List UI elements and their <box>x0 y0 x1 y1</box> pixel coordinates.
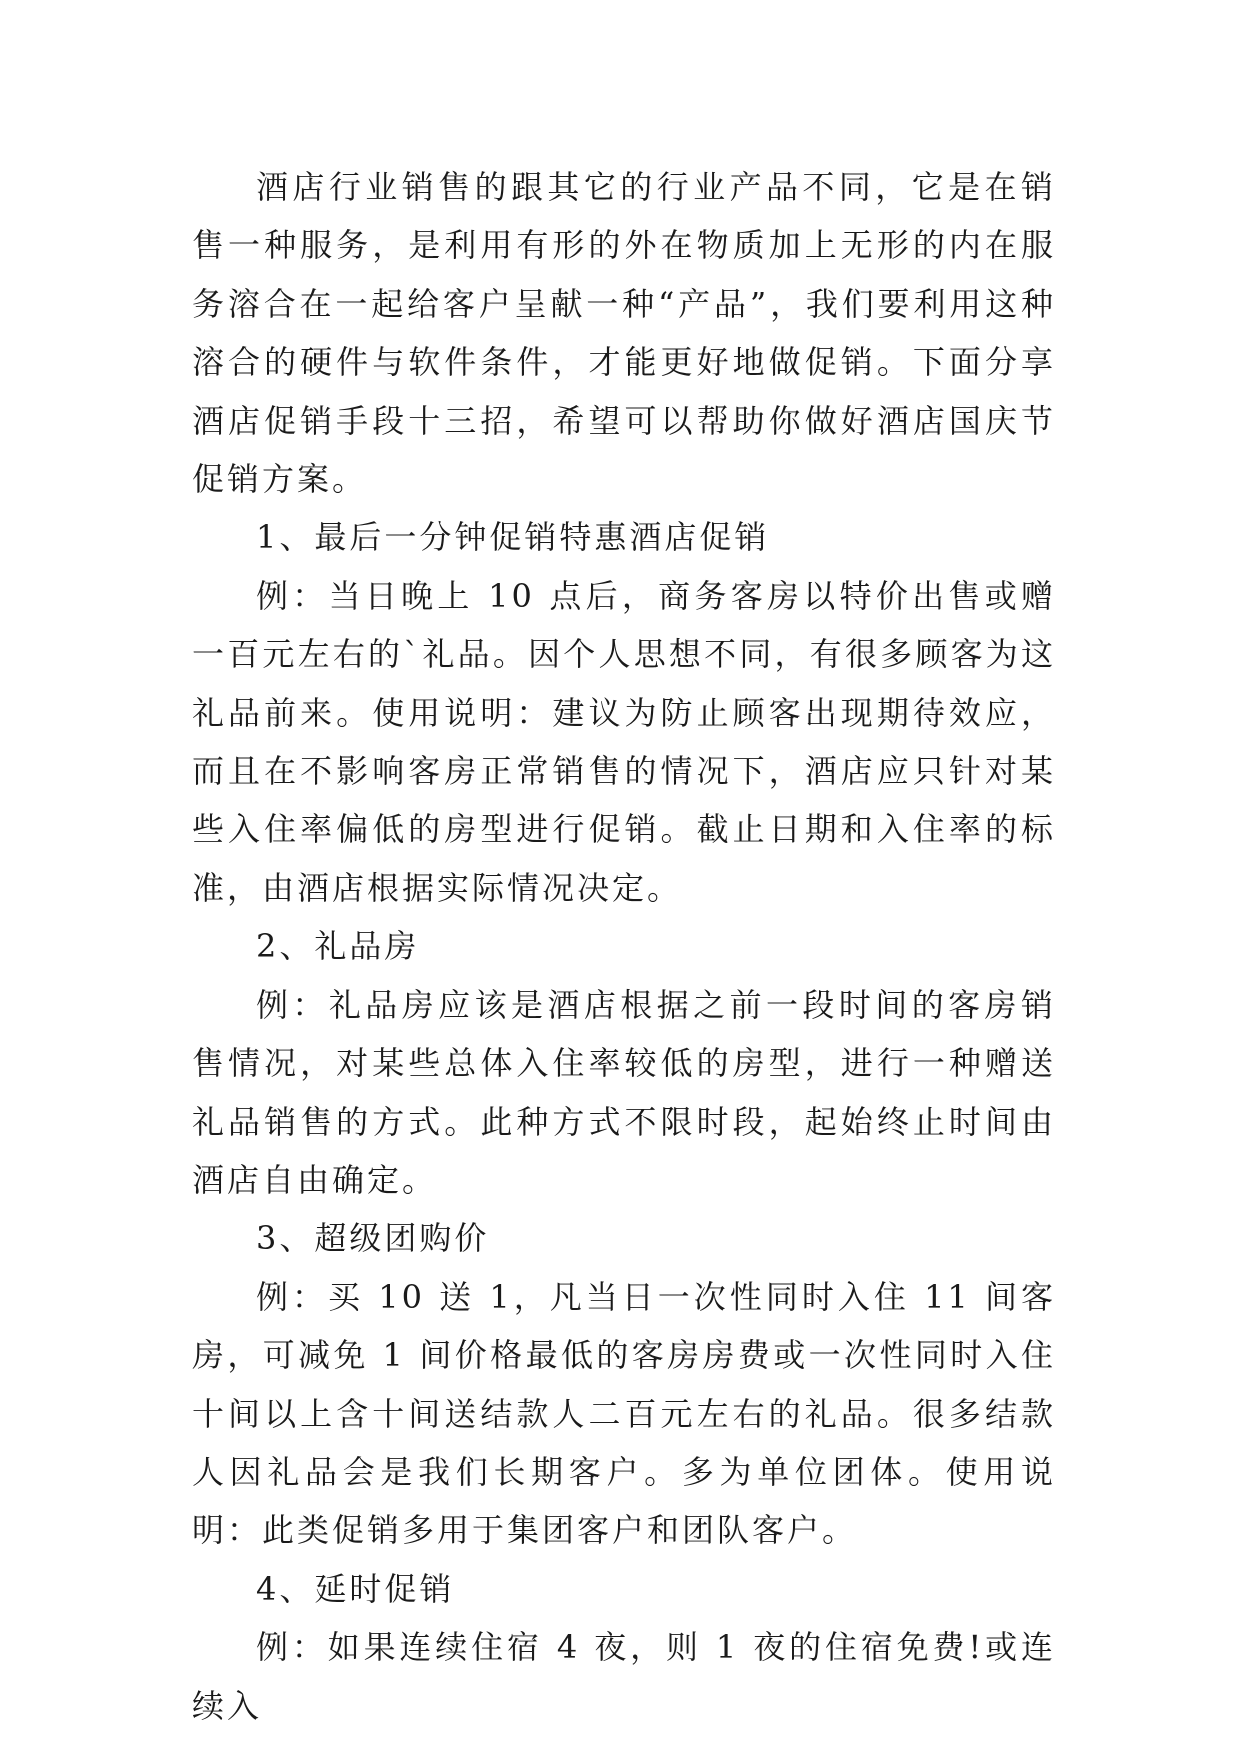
section-heading-3: 3、超级团购价 <box>256 1219 490 1258</box>
intro-paragraph: 酒店行业销售的跟其它的行业产品不同，它是在销售一种服务，是利用有形的外在物质加上无形的内在服务溶合在一起给客户呈献一种“产品”，我们要利用这种溶合的硬件与软件条件，才能更好地做促销。下面分享酒店促销手段十三招，希望可以帮助你做好酒店国庆节促销方案。 <box>192 168 1056 499</box>
section-body-3: 例：买 10 送 1，凡当日一次性同时入住 11 间客房，可减免 1 间价格最低的客房房费或一次性同时入住十间以上含十间送结款人二百元左右的礼品。很多结款人因礼品会是我们长期客户。多为单位团体。使用说明：此类促销多用于集团客户和团队客户。 <box>192 1277 1056 1550</box>
section-body-2: 例：礼品房应该是酒店根据之前一段时间的客房销售情况，对某些总体入住率较低的房型，进行一种赠送礼品销售的方式。此种方式不限时段，起始终止时间由酒店自由确定。 <box>192 985 1056 1199</box>
section-body-4: 例：如果连续住宿 4 夜，则 1 夜的住宿免费!或连续入 <box>192 1628 1056 1725</box>
section-heading-1: 1、最后一分钟促销特惠酒店促销 <box>256 518 770 557</box>
document-body <box>192 158 1056 1735</box>
section-body-1: 例：当日晚上 10 点后，商务客房以特价出售或赠一百元左右的`礼品。因个人思想不同，有很多顾客为这礼品前来。使用说明：建议为防止顾客出现期待效应，而且在不影响客房正常销售的情况下，酒店应只针对某些入住率偏低的房型进行促销。截止日期和入住率的标准，由酒店根据实际情况决定。 <box>192 576 1056 907</box>
section-heading-2: 2、礼品房 <box>256 927 420 966</box>
section-heading-4: 4、延时促销 <box>256 1569 455 1608</box>
